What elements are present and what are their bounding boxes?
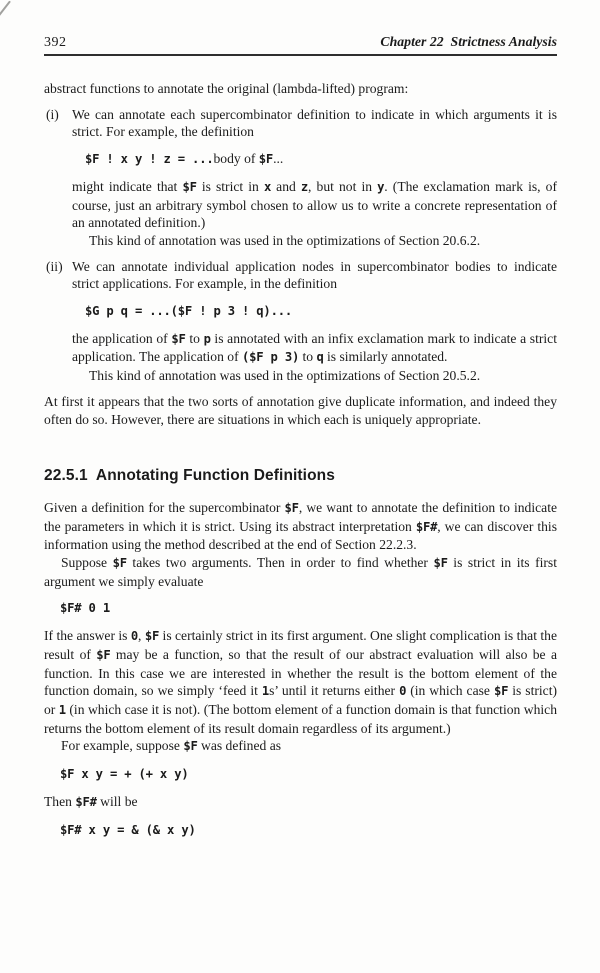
text-run: (in which case it is not). (The bottom element of a function domain is that function which returns the bottom element of its result domain regardless of its argument.)	[44, 701, 557, 736]
code-token: $F	[433, 556, 448, 571]
text-run: , we can discover this information using the method described at the end of Section 22.2.3.	[44, 518, 557, 553]
paragraph	[72, 330, 557, 367]
chapter-running-title: Chapter 22 Strictness Analysis	[380, 34, 557, 49]
code-token: $F	[493, 684, 509, 699]
code-token: 0	[399, 684, 407, 699]
paragraph	[44, 554, 557, 590]
text-run: , but not in	[308, 178, 378, 194]
text-run: will be	[96, 793, 138, 809]
list-item	[44, 258, 557, 293]
code-token: $F#	[75, 794, 97, 809]
code-line	[60, 765, 557, 784]
code-line	[85, 302, 557, 321]
code-token: $F	[144, 629, 160, 644]
page-number: 392	[44, 35, 67, 50]
list-item-text	[72, 106, 557, 141]
code-line	[60, 821, 557, 840]
code-token: $F# 0 1	[60, 601, 110, 616]
code-token: $F	[171, 331, 186, 346]
paragraph	[44, 393, 557, 428]
paragraph	[72, 232, 557, 250]
code-token: $F	[183, 739, 198, 754]
text-run: is strict in	[196, 178, 264, 194]
text-run: For example, suppose	[61, 738, 184, 754]
code-token: $F	[258, 152, 274, 167]
code-token: $F ! x y ! z = ...	[85, 152, 214, 167]
text-run: (in which case	[406, 683, 494, 699]
text-run: ...	[273, 151, 284, 167]
code-token: 1	[261, 684, 270, 699]
list-item-text	[72, 258, 557, 293]
paragraph	[44, 627, 557, 737]
code-token: q	[316, 350, 324, 365]
text-run: abstract functions to annotate the original (lambda-lifted) program:	[44, 81, 409, 96]
text-run: body of	[213, 151, 259, 167]
code-token: 0	[130, 629, 139, 644]
text-run: Then	[44, 793, 76, 809]
paragraph	[72, 178, 557, 232]
text-run: is similarly annotated.	[323, 349, 448, 365]
text-run: We can annotate each supercombinator definition to indicate in which arguments it is strict. For example, the definition	[72, 106, 557, 140]
paragraph	[44, 793, 557, 812]
code-line	[60, 599, 557, 618]
code-token: $F# x y = & (& x y)	[60, 822, 196, 837]
paragraph	[44, 80, 557, 98]
code-token: $F#	[415, 519, 438, 534]
list-item	[44, 106, 557, 141]
code-token: $F	[96, 647, 111, 662]
code-token: $F	[284, 500, 299, 515]
list-marker: (i)	[46, 106, 59, 122]
code-token: $G p q = ...($F ! p 3 ! q)...	[85, 304, 292, 319]
page-header	[44, 34, 557, 51]
text-run: If the answer is	[44, 628, 131, 644]
code-token: $F	[112, 556, 127, 571]
text-run: is certainly strict in its first argument. One slight complication is that the result of	[44, 628, 557, 662]
text-run: Given a definition for the supercombinator	[44, 499, 285, 515]
paragraph	[72, 367, 557, 385]
paragraph	[44, 737, 557, 756]
text-run: ,	[138, 628, 145, 644]
text-run: . (The exclamation mark is, of course, just an arbitrary symbol chosen to allow us to write a concrete representation of an annotated definition.)	[72, 178, 557, 231]
text-run: Suppose	[61, 555, 113, 571]
text-run: is strict) or	[44, 683, 557, 717]
section-heading: 22.5.1 Annotating Function Definitions	[44, 467, 335, 485]
code-token: $F x y = + (+ x y)	[60, 767, 189, 782]
text-run: At first it appears that the two sorts of annotation give duplicate information, and indeed they often do so. However, there are situations in which each is uniquely appropriate.	[44, 393, 557, 427]
text-run: We can annotate individual application nodes in supercombinator bodies to indicate strict applications. For example, in the definition	[72, 258, 557, 292]
code-token: p	[203, 331, 211, 346]
text-run: is strict in its first argument we simply evaluate	[44, 555, 557, 589]
text-run: to	[185, 330, 204, 346]
paragraph	[44, 499, 557, 554]
text-run: the application of	[72, 330, 172, 346]
text-run: may be a function, so that the result of our abstract evaluation will also be a function. In this case we are interested in whether the result is the bottom element of the function domain, so we simply ‘feed it	[44, 646, 557, 699]
code-line	[85, 150, 557, 169]
text-run: might indicate that	[72, 178, 183, 194]
code-token: z	[300, 179, 309, 194]
text-run: takes two arguments. Then in order to find whether	[126, 555, 434, 571]
text-run: s’ until it returns either	[269, 683, 400, 699]
text-run: This kind of annotation was used in the optimizations of Section 20.5.2.	[89, 368, 481, 384]
code-token: ($F p 3)	[242, 350, 300, 365]
text-run: and	[271, 178, 301, 194]
list-marker: (ii)	[46, 258, 63, 274]
text-run: to	[299, 349, 317, 365]
page-content	[44, 56, 557, 839]
code-token: x	[263, 179, 272, 194]
code-token: $F	[182, 179, 197, 194]
code-token: 1	[58, 702, 66, 717]
code-token: y	[377, 179, 385, 194]
text-run: is annotated with an infix exclamation mark to indicate a strict application. The application of	[72, 330, 557, 365]
text-run: was defined as	[197, 738, 282, 754]
text-run: This kind of annotation was used in the optimizations of Section 20.6.2.	[89, 232, 481, 248]
text-run: , we want to annotate the definition to indicate the parameters in which it is strict. Using its abstract interpretation	[44, 499, 558, 534]
